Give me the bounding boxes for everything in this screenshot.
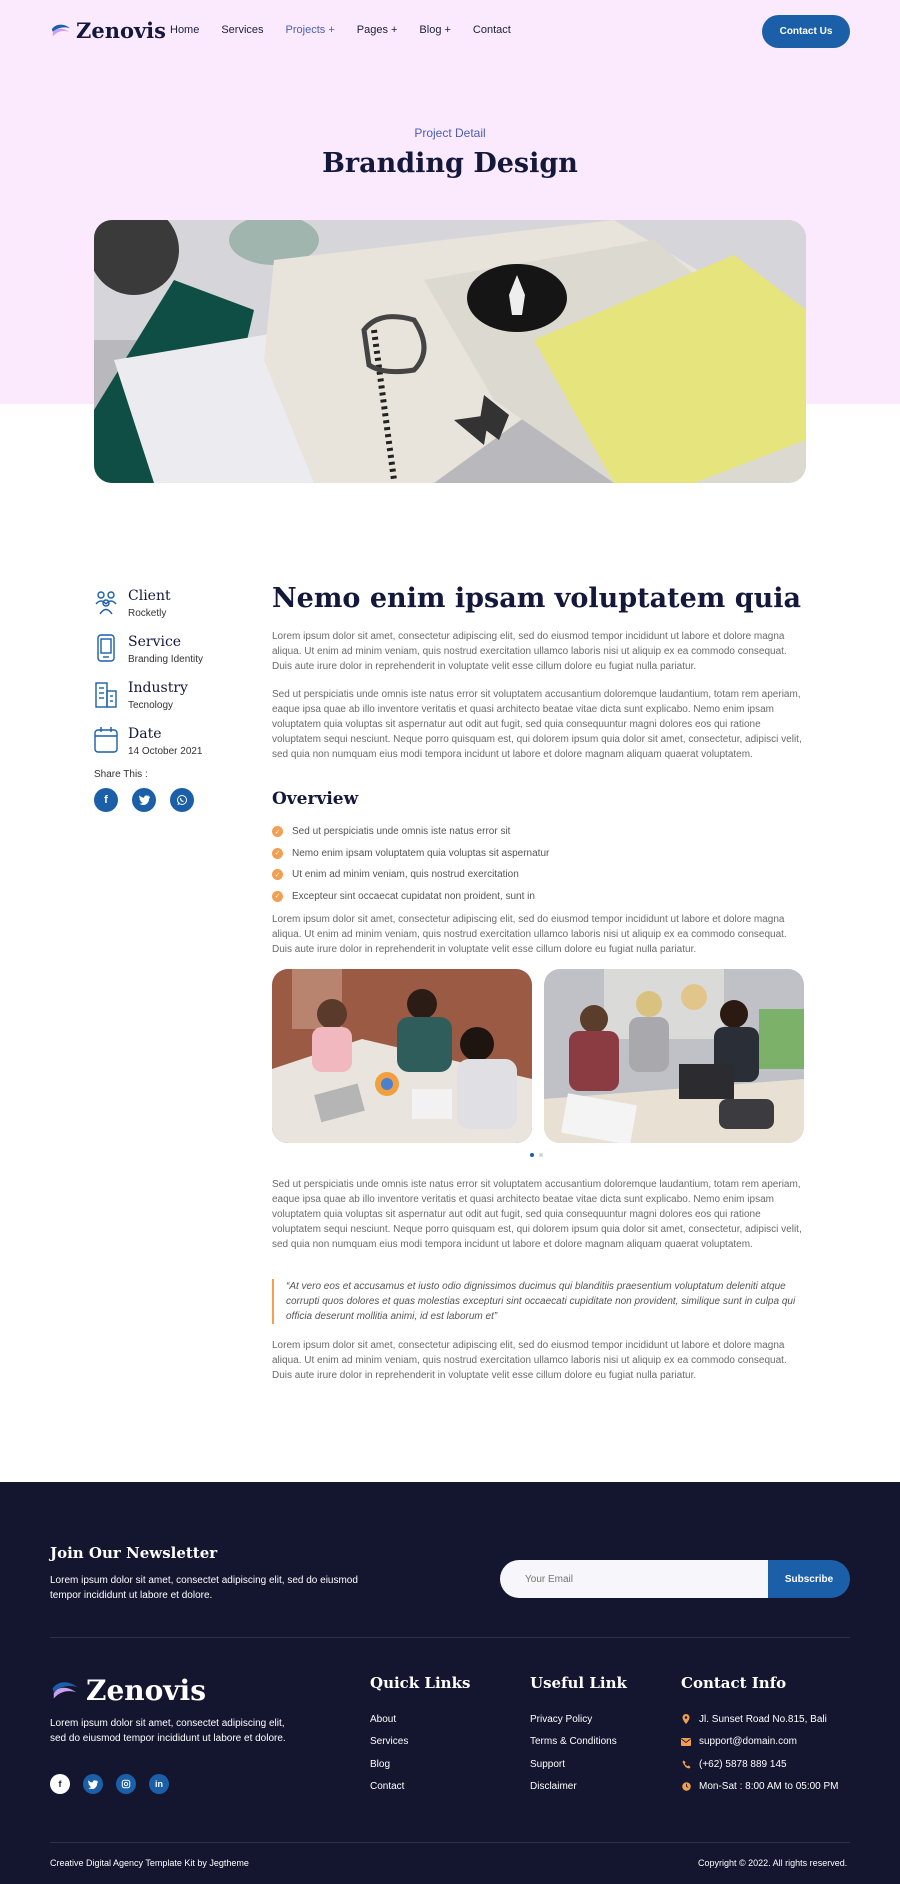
- contact-phone-text: (+62) 5878 889 145: [699, 1758, 787, 1770]
- footer-link-contact[interactable]: Contact: [370, 1781, 405, 1793]
- gallery-image-team-meeting: [272, 969, 532, 1143]
- useful-links-title: Useful Link: [530, 1674, 627, 1692]
- whatsapp-icon[interactable]: [170, 788, 194, 812]
- newsletter-text: Lorem ipsum dolor sit amet, consectet adipiscing elit, sed do eiusmod tempor incididunt ut labore et dolore.: [50, 1575, 358, 1601]
- footer-credit: Creative Digital Agency Template Kit by Jegtheme: [50, 1858, 249, 1868]
- list-item: [272, 843, 802, 865]
- facebook-icon[interactable]: f: [50, 1774, 70, 1794]
- newsletter-email-input[interactable]: [500, 1560, 770, 1598]
- clock-icon: [681, 1782, 691, 1792]
- meta-date-value: 14 October 2021: [128, 746, 203, 757]
- article-title: Nemo enim ipsam voluptatem quia: [272, 583, 801, 614]
- contact-address-text: Jl. Sunset Road No.815, Bali: [699, 1713, 827, 1725]
- envelope-icon: [681, 1737, 691, 1747]
- meta-client-label: Client: [128, 588, 171, 604]
- newsletter-title: Join Our Newsletter: [50, 1544, 218, 1562]
- footer-link-support[interactable]: Support: [530, 1758, 566, 1770]
- quick-links-list: [370, 1708, 408, 1798]
- footer-about: Lorem ipsum dolor sit amet, consectet adipiscing elit, sed do eiusmod tempor incididunt ut labore et dolore.: [50, 1718, 286, 1744]
- footer-copyright: Copyright © 2022. All rights reserved.: [698, 1858, 848, 1868]
- footer-link-blog[interactable]: Blog: [370, 1758, 391, 1770]
- project-hero-image: [94, 220, 806, 483]
- nav-services[interactable]: Services: [221, 24, 264, 36]
- footer-brand-name: Zenovis: [86, 1674, 206, 1707]
- nav-home[interactable]: Home: [170, 24, 200, 36]
- meta-service-value: Branding Identity: [128, 654, 204, 665]
- page-title: Branding Design: [322, 148, 578, 179]
- overview-heading: Overview: [272, 789, 359, 809]
- list-item-text: Nemo enim ipsam voluptatem quia voluptas sit aspernatur: [292, 847, 550, 859]
- list-item: [272, 886, 802, 908]
- footer-link-disclaimer[interactable]: Disclaimer: [530, 1781, 577, 1793]
- meta-industry-value: Tecnology: [128, 700, 174, 711]
- quick-links-title: Quick Links: [370, 1674, 471, 1692]
- check-icon: ✓: [272, 848, 283, 859]
- overview-checklist: [272, 821, 802, 907]
- logo[interactable]: [50, 18, 166, 43]
- contact-hours: [681, 1776, 839, 1799]
- branding-photo-illustration: [94, 220, 806, 483]
- gallery-dot-active[interactable]: [530, 1153, 534, 1157]
- footer-link-privacy[interactable]: Privacy Policy: [530, 1713, 593, 1725]
- list-item-text: Ut enim ad minim veniam, quis nostrud exercitation: [292, 869, 519, 881]
- article-paragraph-2: Sed ut perspiciatis unde omnis iste natus error sit voluptatem accusantium doloremque laudantium, totam rem aperiam, eaque ipsa quae ab illo inventore veritatis et quasi architecto beatae vitae dicta sunt explicabo. Nemo enim ipsam voluptatem quia voluptas sit aspernatur aut odit aut fugit, sed quia consequuntur magni dolores eos qui ratione voluptatem sequi nesciunt. Neque porro quisquam est, qui dolorem ipsum quia dolor sit amet, consectetur, adipisci velit, sed quia non numquam eius modi tempora incidunt ut labore et dolore magnam aliquam quaerat voluptatem.: [272, 689, 802, 760]
- check-icon: ✓: [272, 826, 283, 837]
- footer: [0, 1482, 900, 1884]
- list-item: [272, 864, 802, 886]
- footer-social: [50, 1774, 182, 1794]
- brand-logo-icon: [50, 1676, 80, 1706]
- contact-phone[interactable]: [681, 1753, 839, 1776]
- page-eyebrow: Project Detail: [414, 126, 486, 140]
- phone-device-icon: [94, 634, 118, 662]
- twitter-icon[interactable]: [83, 1774, 103, 1794]
- check-icon: ✓: [272, 891, 283, 902]
- footer-link-about[interactable]: About: [370, 1713, 397, 1725]
- footer-divider: [50, 1637, 850, 1638]
- contact-address: [681, 1708, 839, 1731]
- nav-blog[interactable]: Blog +: [419, 24, 451, 36]
- contact-us-button[interactable]: Contact Us: [762, 15, 850, 48]
- facebook-icon[interactable]: f: [94, 788, 118, 812]
- article-quote: “At vero eos et accusamus et iusto odio dignissimos ducimus qui blanditiis praesentium voluptatum deleniti atque corrupti quos dolores et quas molestias excepturi sint occaecati cupiditate non provident, similique sunt in culpa qui officia deserunt mollitia animi, id est laborum et”: [272, 1279, 802, 1324]
- nav-pages[interactable]: Pages +: [356, 24, 398, 36]
- meta-service-label: Service: [128, 634, 182, 650]
- list-item-text: Sed ut perspiciatis unde omnis iste natus error sit: [292, 826, 511, 838]
- check-icon: ✓: [272, 869, 283, 880]
- contact-email[interactable]: [681, 1731, 839, 1754]
- image-gallery[interactable]: [272, 969, 804, 1143]
- contact-info-title: Contact Info: [681, 1674, 787, 1692]
- instagram-icon[interactable]: [116, 1774, 136, 1794]
- linkedin-icon[interactable]: in: [149, 1774, 169, 1794]
- footer-link-services[interactable]: Services: [370, 1736, 409, 1748]
- share-icons: [94, 788, 208, 812]
- list-item: [272, 821, 802, 843]
- gallery-image-team-laptop: [544, 969, 804, 1143]
- contact-hours-text: Mon-Sat : 8:00 AM to 05:00 PM: [699, 1781, 839, 1793]
- article-paragraph-5: Lorem ipsum dolor sit amet, consectetur adipiscing elit, sed do eiusmod tempor incididunt ut labore et dolore magna aliqua. Ut enim ad minim veniam, quis nostrud exercitation ullamco laboris nisi ut aliquip ex ea commodo consequat. Duis aute irure dolor in reprehenderit in voluptate velit esse cillum dolore eu fugiat nulla pariatur.: [272, 1340, 787, 1381]
- footer-bottom-divider: [50, 1842, 850, 1843]
- gallery-pagination: [530, 1153, 548, 1157]
- contact-email-text: support@domain.com: [699, 1736, 797, 1748]
- twitter-icon[interactable]: [132, 788, 156, 812]
- nav-contact[interactable]: Contact: [472, 24, 511, 36]
- nav-projects[interactable]: Projects +: [285, 24, 335, 36]
- phone-icon: [681, 1759, 691, 1769]
- list-item-text: Excepteur sint occaecat cupidatat non proident, sunt in: [292, 890, 535, 902]
- footer-link-terms[interactable]: Terms & Conditions: [530, 1736, 617, 1748]
- useful-links-list: [530, 1708, 617, 1798]
- brand-name: Zenovis: [76, 18, 166, 43]
- contact-info-list: [681, 1708, 839, 1798]
- calendar-icon: [94, 726, 118, 754]
- gallery-dot[interactable]: [539, 1153, 543, 1157]
- meta-date-label: Date: [128, 726, 162, 742]
- users-icon: [94, 588, 118, 616]
- subscribe-button[interactable]: Subscribe: [768, 1560, 850, 1598]
- share-label: Share This :: [94, 769, 148, 780]
- meta-industry-label: Industry: [128, 680, 188, 696]
- main-menu: [170, 24, 533, 36]
- footer-logo[interactable]: [50, 1674, 206, 1707]
- building-icon: [94, 680, 118, 708]
- navbar: [0, 0, 900, 64]
- map-pin-icon: [681, 1714, 691, 1724]
- brand-logo-icon: [50, 20, 72, 42]
- article-paragraph-3: Lorem ipsum dolor sit amet, consectetur adipiscing elit, sed do eiusmod tempor incididunt ut labore et dolore magna aliqua. Ut enim ad minim veniam, quis nostrud exercitation ullamco laboris nisi ut aliquip ex ea commodo consequat. Duis aute irure dolor in reprehenderit in voluptate velit esse cillum dolore eu fugiat nulla pariatur.: [272, 914, 787, 955]
- meta-client-value: Rocketly: [128, 608, 167, 619]
- article-paragraph-1: Lorem ipsum dolor sit amet, consectetur adipiscing elit, sed do eiusmod tempor incididunt ut labore et dolore magna aliqua. Ut enim ad minim veniam, quis nostrud exercitation ullamco laboris nisi ut aliquip ex ea commodo consequat. Duis aute irure dolor in reprehenderit in voluptate velit esse cillum dolore eu fugiat nulla pariatur.: [272, 631, 787, 672]
- article-paragraph-4: Sed ut perspiciatis unde omnis iste natus error sit voluptatem accusantium doloremque laudantium, totam rem aperiam, eaque ipsa quae ab illo inventore veritatis et quasi architecto beatae vitae dicta sunt explicabo. Nemo enim ipsam voluptatem quia voluptas sit aspernatur aut odit aut fugit, sed quia consequuntur magni dolores eos qui ratione voluptatem sequi nesciunt. Neque porro quisquam est, qui dolorem ipsum quia dolor sit amet, consectetur, adipisci velit, sed quia non numquam eius modi tempora incidunt ut labore et dolore magnam aliquam quaerat voluptatem.: [272, 1179, 802, 1250]
